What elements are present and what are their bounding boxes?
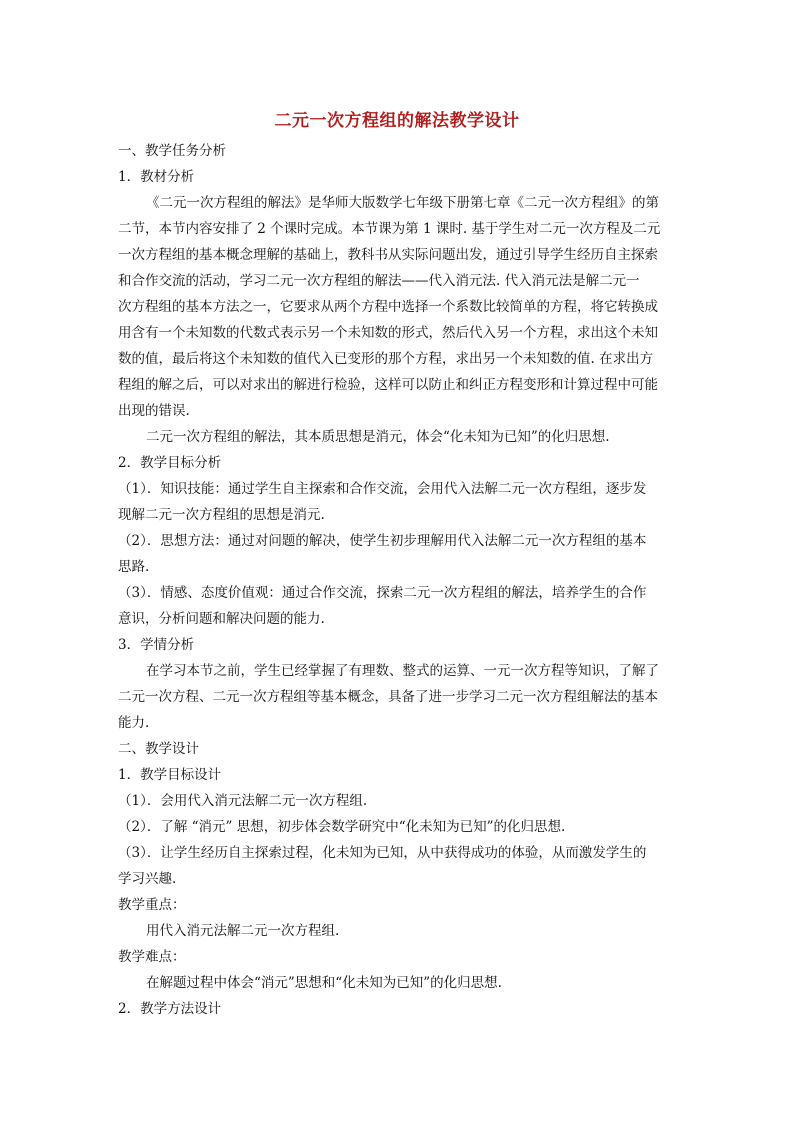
list-item-line: 意识，分析问题和解决问题的能力. [118,611,325,627]
paragraph-line: 能力. [118,715,150,731]
paragraph-line: 一次方程组的基本概念理解的基础上，教科书从实际问题出发，通过引导学生经历自主探索 [118,247,658,263]
paragraph-line: 用含有一个未知数的代数式表示另一个未知数的形式，然后代入另一个方程，求出这个未知 [118,325,658,341]
paragraph-line: 二元一次方程、二元一次方程组等基本概念，具备了进一步学习二元一次方程组解法的基本 [118,689,658,705]
label-difficulty: 教学难点： [118,949,186,965]
section-heading: 一、教学任务分析 [118,143,226,159]
paragraph-line: 二元一次方程组的解法，其本质思想是消元，体会“化未知为已知”的化归思想. [146,429,610,445]
paragraph-line: 程组的解之后，可以对求出的解进行检验，这样可以防止和纠正方程变形和计算过程中可能 [118,377,658,393]
paragraph-line: 在学习本节之前，学生已经掌握了有理数、整式的运算、一元一次方程等知识，了解了 [146,663,659,679]
paragraph-line: 出现的错误. [118,403,190,419]
subsection-heading: 2．教学方法设计 [118,1001,222,1017]
paragraph-line: 用代入消元法解二元一次方程组. [146,923,340,939]
subsection-heading: 3．学情分析 [118,637,195,653]
document-title: 二元一次方程组的解法教学设计 [274,111,520,131]
list-item-line: 思路. [118,559,150,575]
list-item-line: （2）．思想方法：通过对问题的解决，使学生初步理解用代入法解二元一次方程组的基本 [118,533,647,549]
list-item-line: （1）．知识技能：通过学生自主探索和合作交流，会用代入法解二元一次方程组，逐步发 [118,481,647,497]
label-key-point: 教学重点： [118,897,186,913]
paragraph-line: 在解题过程中体会“消元”思想和“化未知为已知”的化归思想. [146,975,502,991]
list-item-line: （3）．情感、态度价值观：通过合作交流，探索二元一次方程组的解法，培养学生的合作 [118,585,647,601]
subsection-heading: 1．教材分析 [118,169,195,185]
paragraph-line: 和合作交流的活动，学习二元一次方程组的解法——代入消元法. 代入消元法是解二元一 [118,273,640,289]
paragraph-line: 《二元一次方程组的解法》是华师大版数学七年级下册第七章《二元一次方程组》的第 [146,195,659,211]
section-heading: 二、教学设计 [118,741,199,757]
subsection-heading: 1．教学目标设计 [118,767,222,783]
paragraph-line: 二节，本节内容安排了 2 个课时完成。本节课为第 1 课时. 基于学生对二元一次方程及二元 [118,221,661,237]
list-item-line: （2）．了解 “消元” 思想，初步体会数学研究中“化未知为已知”的化归思想. [118,819,566,835]
list-item-line: （3）．让学生经历自主探索过程，化未知为已知，从中获得成功的体验，从而激发学生的 [118,845,647,861]
document-body [118,138,678,1022]
list-item-line: 学习兴趣. [118,871,177,887]
list-item-line: （1）．会用代入消元法解二元一次方程组. [118,793,368,809]
subsection-heading: 2．教学目标分析 [118,455,222,471]
paragraph-line: 数的值，最后将这个未知数的值代入已变形的那个方程，求出另一个未知数的值. 在求出方 [118,351,654,367]
list-item-line: 现解二元一次方程组的思想是消元. [118,507,325,523]
paragraph-line: 次方程组的基本方法之一，它要求从两个方程中选择一个系数比较简单的方程，将它转换成 [118,299,658,315]
